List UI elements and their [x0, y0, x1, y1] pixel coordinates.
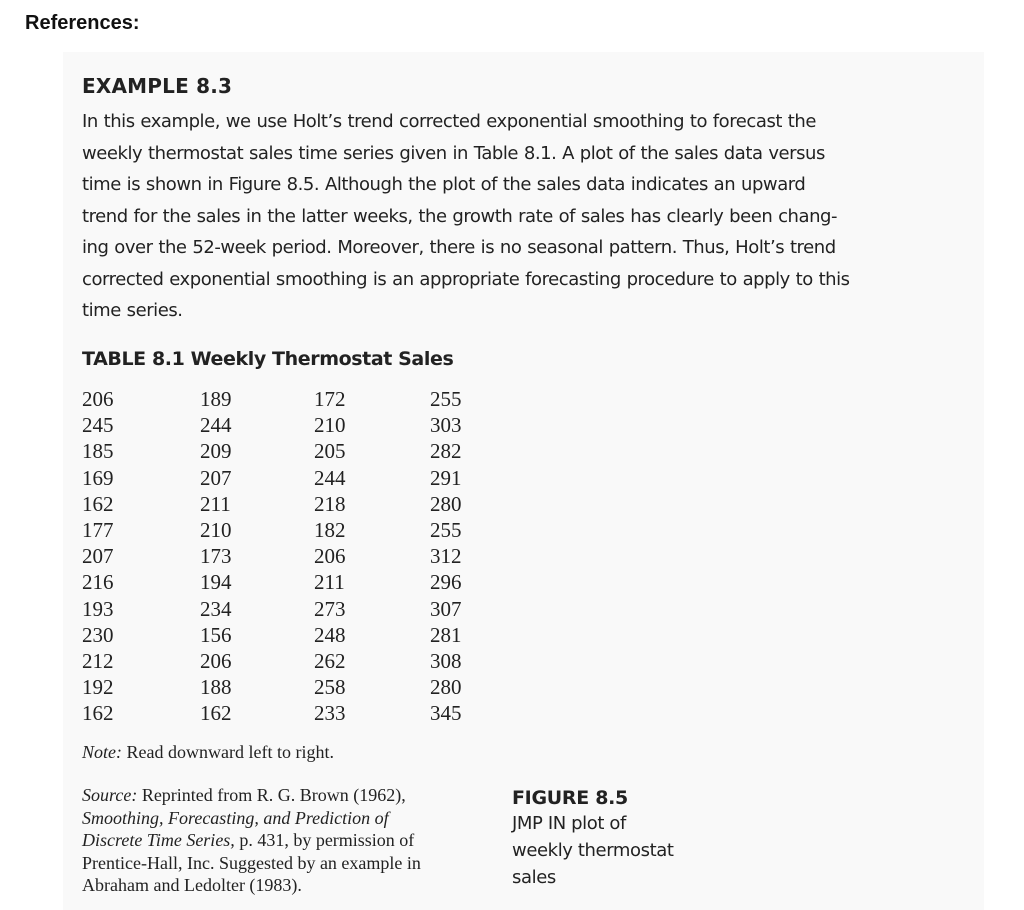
table-cell: 230	[82, 622, 114, 647]
table-cell: 162	[200, 701, 232, 726]
table-cell: 169	[82, 465, 114, 490]
paragraph-line: time series.	[82, 300, 183, 321]
table-cell: 209	[200, 439, 232, 464]
source-label: Source:	[82, 785, 138, 805]
page-header-title: References:	[25, 12, 140, 34]
table-cell: 188	[200, 675, 232, 700]
source-line: Prentice-Hall, Inc. Suggested by an example in	[82, 852, 421, 873]
source-line: Abraham and Ledolter (1983).	[82, 875, 302, 895]
paragraph-line: ing over the 52-week period. Moreover, there is no seasonal pattern. Thus, Holt’s trend	[82, 237, 836, 258]
table-cell: 192	[82, 675, 114, 700]
figure-caption	[512, 786, 712, 891]
table-cell: 244	[200, 413, 232, 438]
paragraph-line: corrected exponential smoothing is an appropriate forecasting procedure to apply to this	[82, 268, 850, 290]
table-cell: 173	[200, 544, 232, 569]
example-title: EXAMPLE 8.3	[82, 74, 233, 98]
table-cell: 189	[200, 387, 232, 411]
table-cell: 193	[82, 596, 114, 621]
table-cell: 156	[200, 622, 232, 647]
table-note	[82, 742, 334, 763]
paragraph-line: time is shown in Figure 8.5. Although the plot of the sales data indicates an upward	[82, 174, 806, 195]
table-cell: 262	[314, 648, 346, 673]
source-line: Source: Reprinted from R. G. Brown (1962),	[82, 785, 406, 805]
paragraph-line: weekly thermostat sales time series given in Table 8.1. A plot of the sales data versus	[82, 142, 825, 164]
table-cell: 291	[430, 465, 462, 490]
table-cell: 182	[314, 517, 346, 542]
source-line: Discrete Time Series, p. 431, by permission of	[82, 830, 415, 850]
table-cell: 258	[314, 675, 346, 700]
table-cell: 308	[430, 648, 462, 673]
table-cell: 211	[314, 570, 345, 595]
table-cell: 206	[82, 387, 114, 411]
table-cell: 248	[314, 622, 346, 647]
table-cell: 207	[200, 465, 232, 490]
table-cell: 245	[82, 413, 114, 438]
table-cell: 206	[314, 544, 346, 569]
figure-desc-line: JMP IN plot of	[512, 813, 626, 834]
table-cell: 177	[82, 517, 114, 542]
table-cell: 345	[430, 701, 462, 726]
table-cell: 172	[314, 387, 346, 411]
table-column	[314, 386, 359, 726]
table-cell: 280	[430, 491, 462, 516]
paragraph-line: In this example, we use Holt’s trend corrected exponential smoothing to forecast the	[82, 111, 816, 132]
table-cell: 233	[314, 701, 346, 726]
table-cell: 210	[314, 413, 346, 438]
table-title: TABLE 8.1 Weekly Thermostat Sales	[82, 348, 454, 370]
table-cell: 280	[430, 675, 462, 700]
table-cell: 255	[430, 517, 462, 542]
table-source	[82, 784, 482, 897]
sales-table	[82, 386, 482, 731]
table-cell: 281	[430, 622, 462, 647]
table-cell: 303	[430, 413, 462, 438]
table-cell: 211	[200, 491, 231, 516]
table-cell: 210	[200, 517, 232, 542]
table-cell: 185	[82, 439, 114, 464]
figure-label: FIGURE 8.5	[512, 787, 628, 809]
table-cell: 207	[82, 544, 114, 569]
paragraph-line: trend for the sales in the latter weeks, the growth rate of sales has clearly been chang-	[82, 205, 838, 227]
table-cell: 282	[430, 439, 462, 464]
example-paragraph	[82, 106, 967, 327]
table-cell: 244	[314, 465, 346, 490]
table-cell: 162	[82, 701, 114, 726]
note-label: Note:	[82, 742, 122, 762]
figure-desc-line: weekly thermostat	[512, 840, 674, 861]
table-cell: 307	[430, 596, 462, 621]
table-cell: 255	[430, 387, 462, 411]
table-cell: 162	[82, 491, 114, 516]
table-column	[82, 386, 127, 726]
table-cell: 296	[430, 570, 462, 595]
table-column	[430, 386, 475, 726]
table-cell: 206	[200, 648, 232, 673]
table-cell: 205	[314, 439, 346, 464]
table-cell: 216	[82, 570, 114, 595]
table-cell: 312	[430, 544, 462, 569]
figure-desc-line: sales	[512, 867, 556, 888]
table-cell: 194	[200, 570, 232, 595]
table-cell: 212	[82, 648, 114, 673]
table-cell: 234	[200, 596, 232, 621]
table-column	[200, 386, 245, 726]
source-line: Smoothing, Forecasting, and Prediction of	[82, 807, 389, 828]
table-cell: 273	[314, 596, 346, 621]
table-cell: 218	[314, 491, 346, 516]
note-text: Read downward left to right.	[122, 742, 334, 762]
